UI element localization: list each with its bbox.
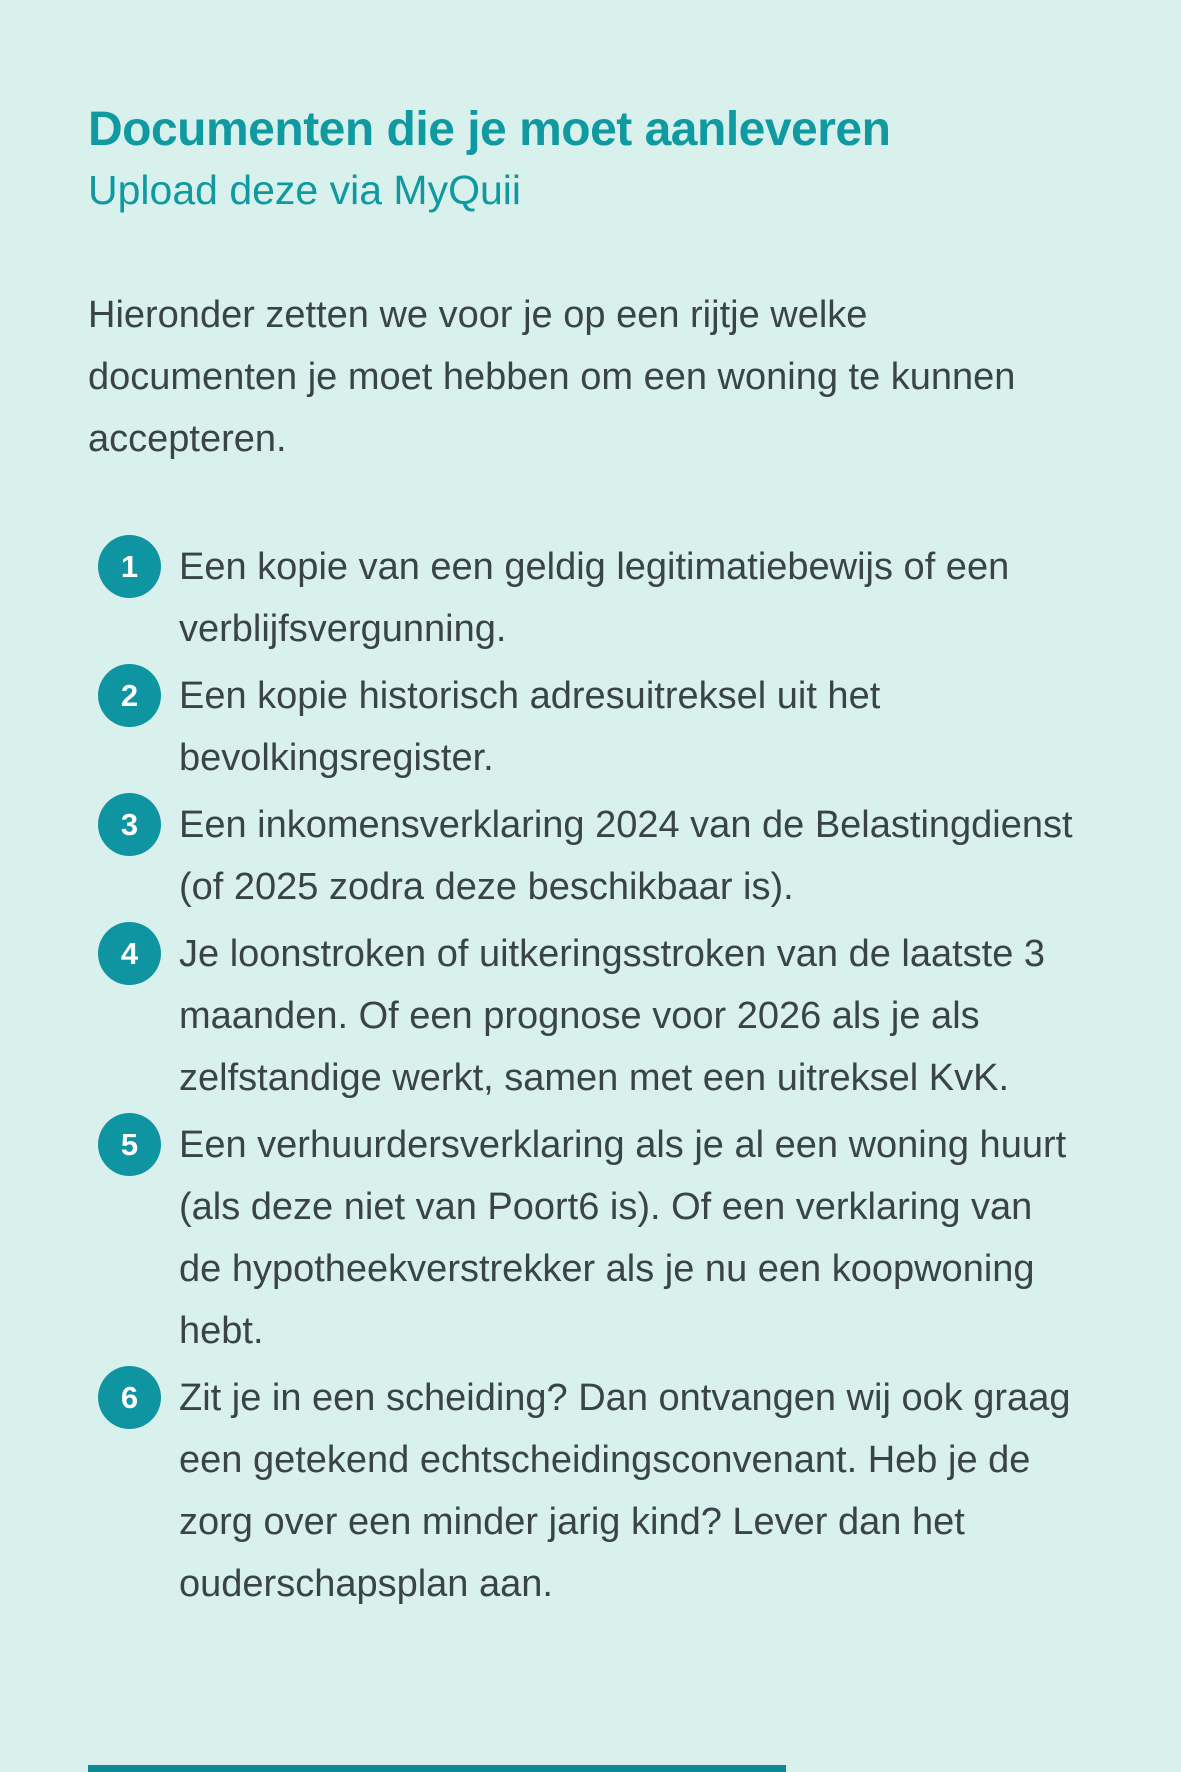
- intro-text: Hieronder zetten we voor je op een rijtje welke documenten je moet hebben om een woning te kunnen accepteren.: [88, 294, 1016, 460]
- list-item-text: Een inkomensverklaring 2024 van de Belastingdienst (of 2025 zodra deze beschikbaar is).: [179, 804, 1073, 908]
- list-item-text: Een kopie van een geldig legitimatiebewijs of een verblijfsvergunning.: [179, 546, 1010, 650]
- document-list: [88, 536, 1093, 1615]
- bottom-divider-bar: [88, 1765, 786, 1772]
- number-badge: 2: [98, 664, 161, 727]
- number-badge: 5: [98, 1113, 161, 1176]
- page-header: [88, 102, 1093, 214]
- number-badge: 4: [98, 922, 161, 985]
- list-item: [98, 794, 1093, 918]
- list-item: [98, 1114, 1093, 1362]
- page-title: Documenten die je moet aanleveren: [88, 103, 891, 156]
- number-badge: 6: [98, 1366, 161, 1429]
- list-item: [98, 923, 1093, 1109]
- list-item: [98, 1367, 1093, 1615]
- number-badge: 1: [98, 535, 161, 598]
- list-item-text: Een kopie historisch adresuitreksel uit het bevolkingsregister.: [179, 675, 881, 779]
- list-item: [98, 665, 1093, 789]
- list-item: [98, 536, 1093, 660]
- page-subtitle: Upload deze via MyQuii: [88, 167, 521, 213]
- list-item-text: Zit je in een scheiding? Dan ontvangen wij ook graag een getekend echtscheidingsconvenant. Heb je de zorg over een minder jarig kind? Lever dan het ouderschapsplan aan.: [179, 1377, 1071, 1605]
- list-item-text: Je loonstroken of uitkeringsstroken van de laatste 3 maanden. Of een prognose voor 2026 als je als zelfstandige werkt, samen met een uitreksel KvK.: [179, 933, 1046, 1099]
- number-badge: 3: [98, 793, 161, 856]
- list-item-text: Een verhuurdersverklaring als je al een woning huurt (als deze niet van Poort6 is). Of een verklaring van de hypotheekverstrekker als je nu een koopwoning hebt.: [179, 1124, 1067, 1352]
